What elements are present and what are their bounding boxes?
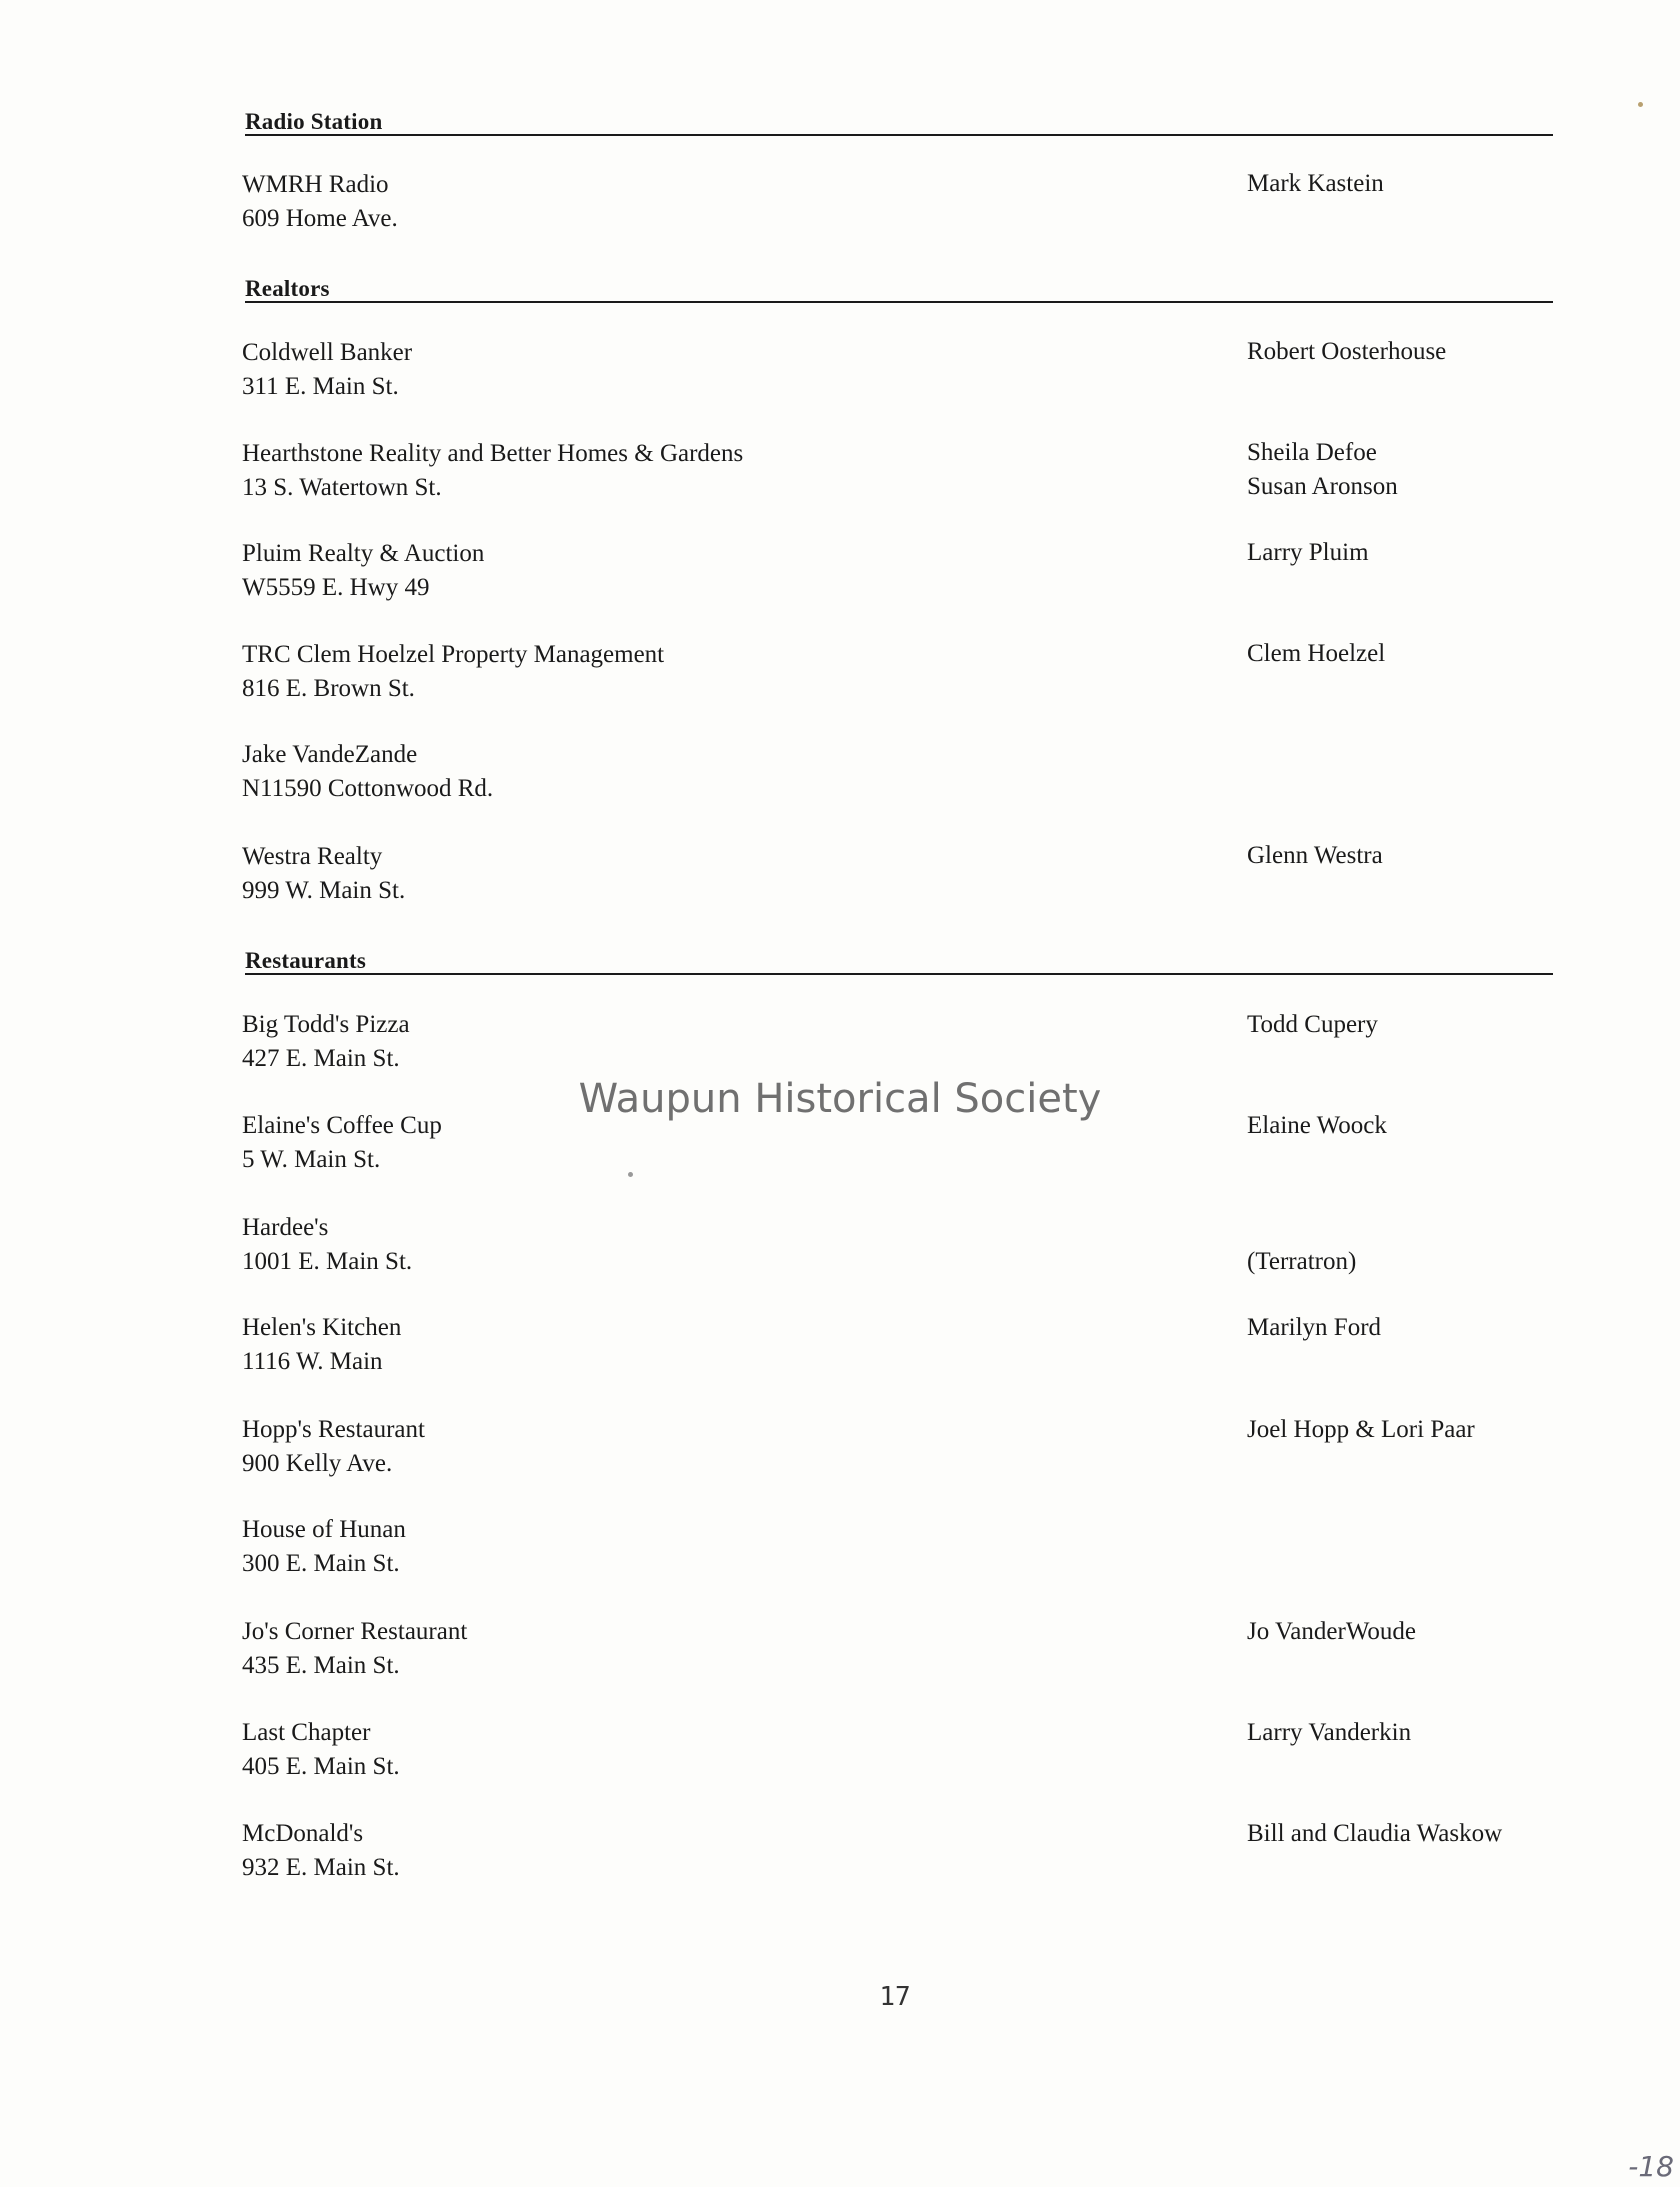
contact-name: Bill and Claudia Waskow: [1247, 1820, 1503, 1847]
business-name: TRC Clem Hoelzel Property Management: [242, 641, 665, 668]
handwritten-page-note: -18: [1628, 2150, 1674, 2183]
contact-name: Jo VanderWoude: [1247, 1618, 1417, 1645]
business-name: Hopp's Restaurant: [242, 1416, 425, 1443]
contact-name: Robert Oosterhouse: [1247, 338, 1447, 365]
business-address: 816 E. Brown St.: [242, 675, 415, 702]
contact-hardees: [1247, 1245, 1356, 1279]
contact-hopps-restaurant: [1247, 1413, 1475, 1447]
listing-hardees: [242, 1211, 412, 1279]
listing-westra-realty: [242, 840, 405, 908]
listing-jake-vandezande: [242, 738, 493, 806]
business-name: Westra Realty: [242, 843, 383, 870]
listing-pluim-realty: [242, 537, 484, 605]
business-address: 435 E. Main St.: [242, 1652, 400, 1679]
listing-wmrh-radio: [242, 168, 398, 236]
watermark-text: Waupun Historical Society: [578, 1076, 1102, 1122]
contact-name: Susan Aronson: [1247, 473, 1398, 500]
contact-mcdonalds: [1247, 1817, 1502, 1851]
listing-coldwell-banker: [242, 336, 412, 404]
contact-trc-clem-hoelzel: [1247, 637, 1385, 671]
contact-name: Todd Cupery: [1247, 1011, 1378, 1038]
contact-name: Elaine Woock: [1247, 1112, 1387, 1139]
business-address: 405 E. Main St.: [242, 1753, 400, 1780]
business-name: WMRH Radio: [242, 171, 389, 198]
business-address: 1001 E. Main St.: [242, 1248, 413, 1275]
section-heading-realtors: [245, 261, 1553, 303]
contact-coldwell-banker: [1247, 335, 1446, 369]
business-name: House of Hunan: [242, 1516, 406, 1543]
section-heading-label: Radio Station: [245, 109, 383, 134]
business-address: 300 E. Main St.: [242, 1550, 400, 1577]
business-address: 1116 W. Main: [242, 1348, 383, 1375]
section-heading-label: Realtors: [245, 276, 330, 301]
page-number: 17: [879, 1982, 911, 2012]
contact-hearthstone-reality: [1247, 436, 1398, 504]
contact-name: Mark Kastein: [1247, 170, 1384, 197]
section-heading-radio-station: [245, 94, 1553, 136]
contact-westra-realty: [1247, 839, 1383, 873]
contact-wmrh-radio: [1247, 167, 1384, 201]
business-name: Last Chapter: [242, 1719, 371, 1746]
business-name: Coldwell Banker: [242, 339, 413, 366]
contact-helens-kitchen: [1247, 1311, 1381, 1345]
business-name: Hardee's: [242, 1214, 329, 1241]
listing-hearthstone-reality: [242, 437, 743, 505]
business-address: 311 E. Main St.: [242, 373, 399, 400]
listing-trc-clem-hoelzel: [242, 638, 664, 706]
contact-name: Clem Hoelzel: [1247, 640, 1386, 667]
business-address: 13 S. Watertown St.: [242, 474, 442, 501]
business-address: 999 W. Main St.: [242, 877, 406, 904]
listing-last-chapter: [242, 1716, 400, 1784]
contact-jos-corner-restaurant: [1247, 1615, 1416, 1649]
business-address: 932 E. Main St.: [242, 1854, 400, 1881]
business-name: Hearthstone Reality and Better Homes & Gardens: [242, 440, 744, 467]
scan-speck: [628, 1172, 633, 1177]
listing-jos-corner-restaurant: [242, 1615, 467, 1683]
contact-name: Larry Vanderkin: [1247, 1719, 1412, 1746]
listing-big-todds-pizza: [242, 1008, 410, 1076]
listing-helens-kitchen: [242, 1311, 401, 1379]
business-address: 609 Home Ave.: [242, 205, 398, 232]
scan-speck: [1638, 102, 1643, 107]
contact-name: Sheila Defoe: [1247, 439, 1377, 466]
contact-name: Glenn Westra: [1247, 842, 1383, 869]
business-address: 427 E. Main St.: [242, 1045, 400, 1072]
contact-name: Larry Pluim: [1247, 539, 1369, 566]
contact-last-chapter: [1247, 1716, 1411, 1750]
business-name: Helen's Kitchen: [242, 1314, 402, 1341]
business-name: Elaine's Coffee Cup: [242, 1112, 442, 1139]
listing-mcdonalds: [242, 1817, 400, 1885]
business-name: Jo's Corner Restaurant: [242, 1618, 468, 1645]
business-address: W5559 E. Hwy 49: [242, 574, 430, 601]
contact-name: (Terratron): [1247, 1248, 1357, 1275]
business-address: N11590 Cottonwood Rd.: [242, 775, 494, 802]
contact-name: Marilyn Ford: [1247, 1314, 1382, 1341]
section-heading-restaurants: [245, 933, 1553, 975]
business-address: 900 Kelly Ave.: [242, 1450, 393, 1477]
business-name: Jake VandeZande: [242, 741, 418, 768]
contact-name: Joel Hopp & Lori Paar: [1247, 1416, 1475, 1443]
business-address: 5 W. Main St.: [242, 1146, 381, 1173]
business-name: Big Todd's Pizza: [242, 1011, 410, 1038]
contact-pluim-realty: [1247, 536, 1369, 570]
section-heading-label: Restaurants: [245, 948, 367, 973]
business-name: Pluim Realty & Auction: [242, 540, 485, 567]
business-name: McDonald's: [242, 1820, 364, 1847]
listing-house-of-hunan: [242, 1513, 406, 1581]
listing-hopps-restaurant: [242, 1413, 425, 1481]
contact-big-todds-pizza: [1247, 1008, 1378, 1042]
